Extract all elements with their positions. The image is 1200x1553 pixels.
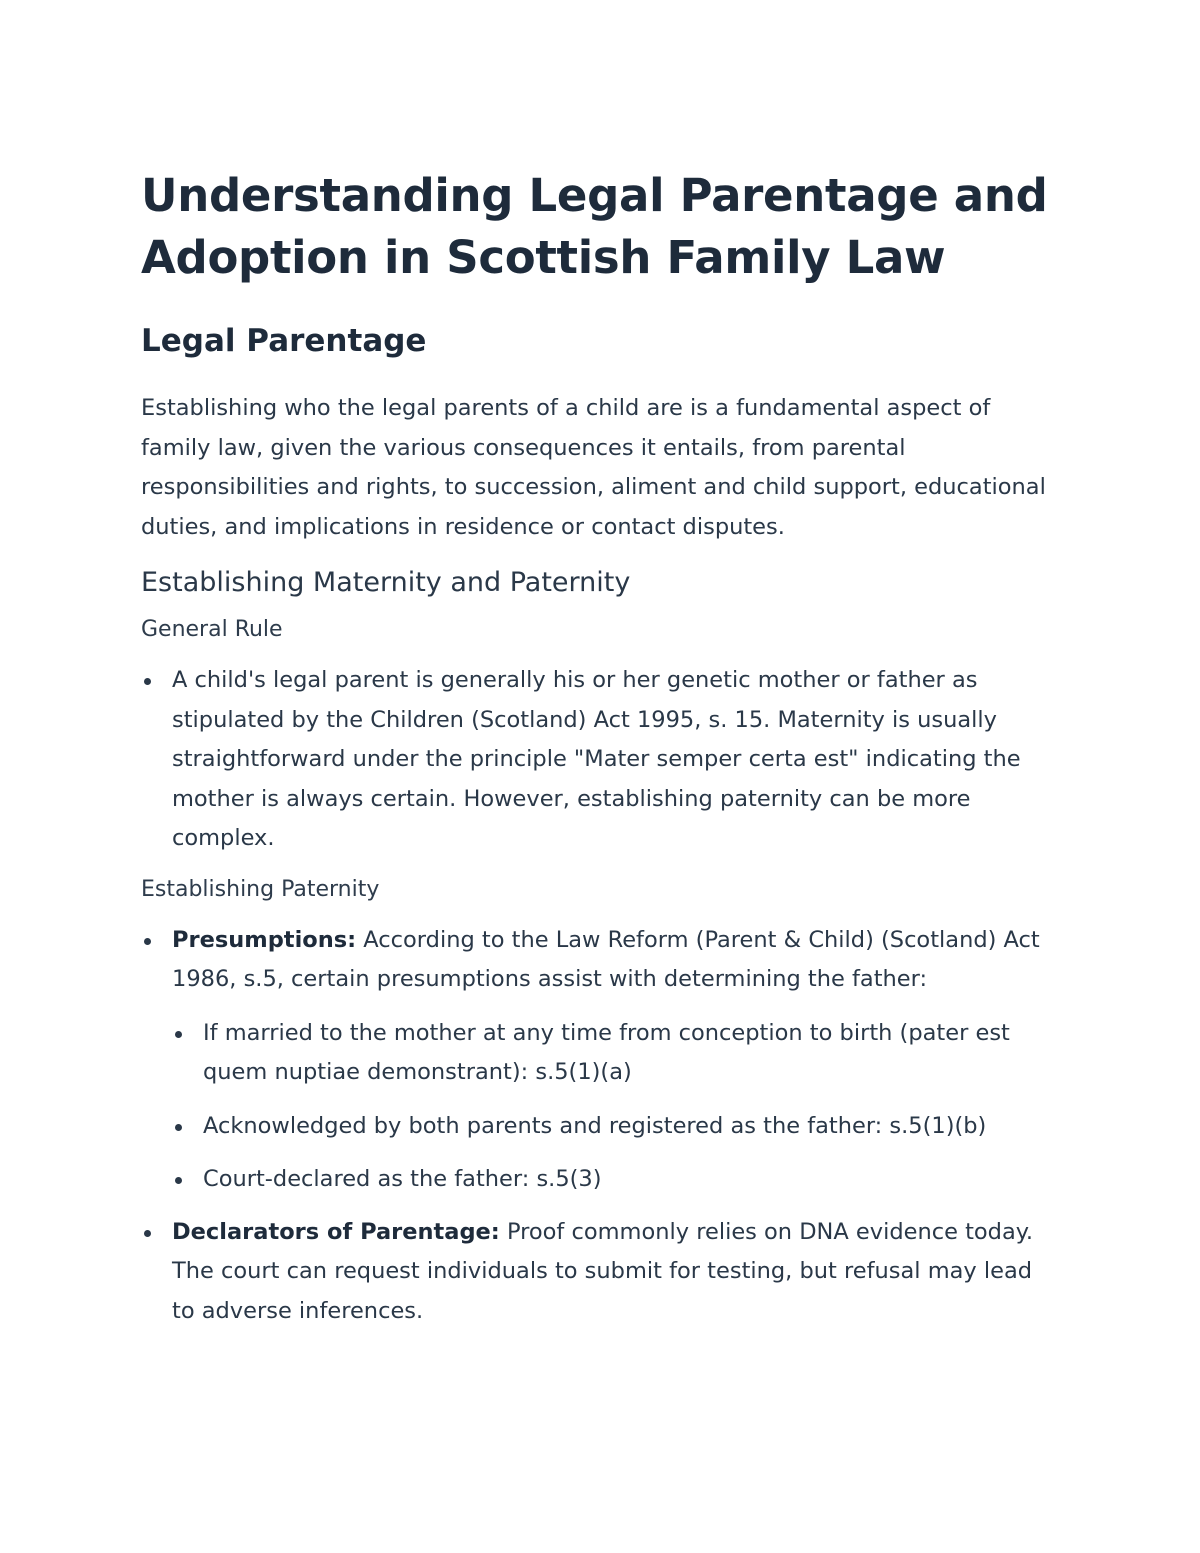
list-item: A child's legal parent is generally his or her genetic mother or father as stipulated by the Children (Scotland) Act 1995, s. 15. Maternity is usually straightforward under the principle "Mater semper certa est" indicating the mother is always certain. However, establishing paternity can be more complex. [141, 661, 1060, 859]
heading-establishing-paternity: Establishing Paternity [141, 876, 380, 902]
list-item-declarators [141, 1213, 1060, 1332]
list-item: Acknowledged by both parents and registered as the father: s.5(1)(b) [172, 1107, 1060, 1147]
legal-parentage-intro: Establishing who the legal parents of a child are is a fundamental aspect of family law, given the various consequences it entails, from parental responsibilities and rights, to succession, aliment and child support, educational duties, and implications in residence or contact disputes. [141, 395, 1046, 540]
section-heading-legal-parentage: Legal Parentage [141, 323, 427, 359]
heading-general-rule: General Rule [141, 617, 283, 642]
list-item: If married to the mother at any time from conception to birth (pater est quem nuptiae demonstrant): s.5(1)(a) [172, 1014, 1060, 1093]
declarators-text: Proof commonly relies on DNA evidence today. The court can request individuals to submit for testing, but refusal may lead to adverse inferences. [172, 1218, 1033, 1324]
term-presumptions: Presumptions: [172, 926, 357, 953]
presumptions-sub-list [172, 1014, 1060, 1200]
list-item: Court-declared as the father: s.5(3) [172, 1160, 1060, 1200]
document-title: Understanding Legal Parentage and Adoption in Scottish Family Law [141, 169, 1048, 284]
establishing-paternity-list [141, 921, 1060, 1332]
general-rule-list [141, 661, 1060, 859]
subsection-heading-maternity-paternity: Establishing Maternity and Paternity [141, 567, 631, 598]
list-item-presumptions [141, 921, 1060, 1200]
presumptions-text: According to the Law Reform (Parent & Child) (Scotland) Act 1986, s.5, certain presumptions assist with determining the father: [172, 926, 1040, 992]
term-declarators: Declarators of Parentage: [172, 1218, 500, 1245]
